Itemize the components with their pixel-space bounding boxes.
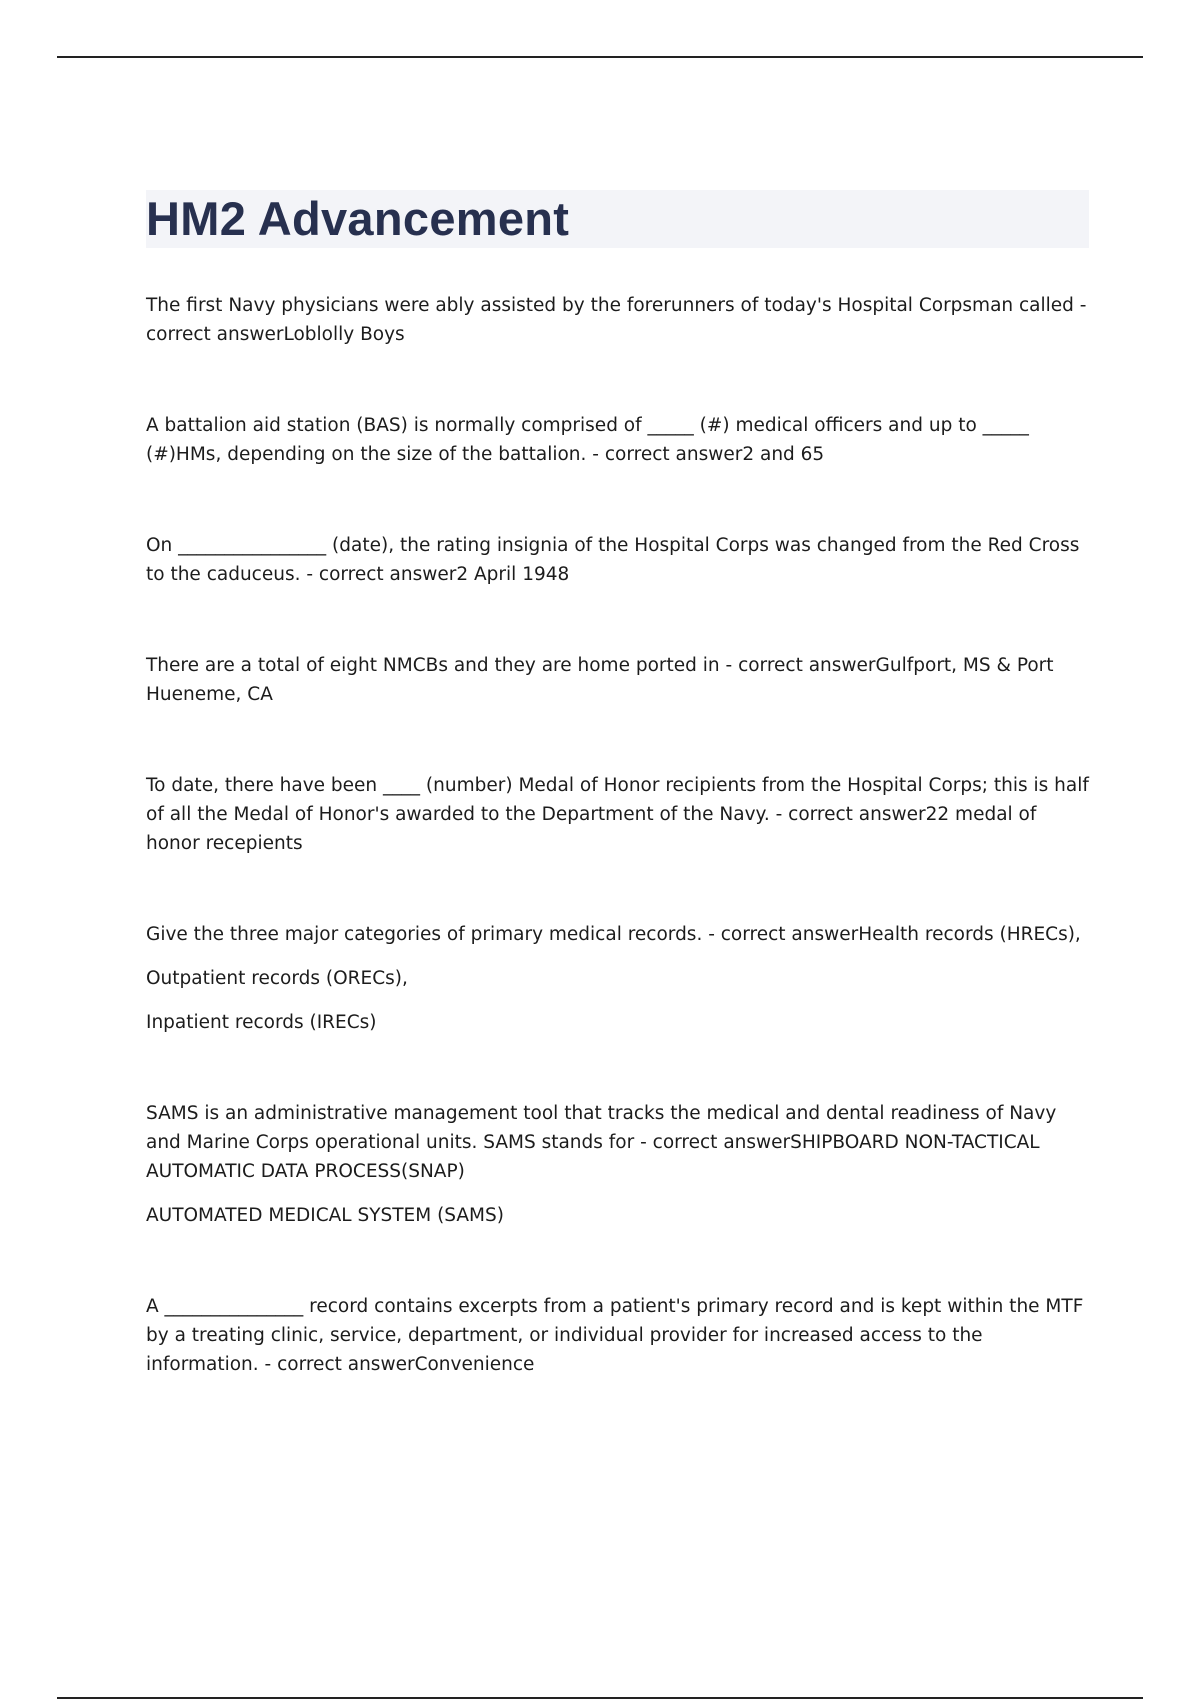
- qa-item: [146, 291, 1091, 349]
- qa-paragraph: Inpatient records (IRECs): [146, 1012, 377, 1033]
- qa-item: [146, 531, 1091, 589]
- qa-paragraph: A battalion aid station (BAS) is normally comprised of _____ (#) medical officers and up to _____ (#)HMs, depending on the size of the battalion. - correct answer2 and 65: [146, 415, 1029, 465]
- qa-paragraph: AUTOMATED MEDICAL SYSTEM (SAMS): [146, 1205, 504, 1226]
- qa-paragraph: On ________________ (date), the rating insignia of the Hospital Corps was changed from the Red Cross to the caduceus. - correct answer2 April 1948: [146, 535, 1080, 585]
- qa-paragraph: The first Navy physicians were ably assisted by the forerunners of today's Hospital Corpsman called - correct answerLoblolly Boys: [146, 295, 1087, 345]
- qa-paragraph: Outpatient records (ORECs),: [146, 968, 408, 989]
- qa-item: [146, 651, 1091, 709]
- qa-paragraph: SAMS is an administrative management tool that tracks the medical and dental readiness of Navy and Marine Corps operational units. SAMS stands for - correct answerSHIPBOARD NON-TACTICAL AUTOMATIC DATA PROCESS(SNAP): [146, 1103, 1057, 1182]
- top-page-rule: [57, 56, 1143, 58]
- qa-item: [146, 771, 1091, 858]
- qa-paragraph: Give the three major categories of primary medical records. - correct answerHealth records (HRECs),: [146, 924, 1081, 945]
- question-answer-list: [146, 291, 1091, 1441]
- qa-item: [146, 920, 1091, 1037]
- qa-item: [146, 1292, 1091, 1379]
- qa-paragraph: A _______________ record contains excerpts from a patient's primary record and is kept within the MTF by a treating clinic, service, department, or individual provider for increased access to the information. - correct answerConvenience: [146, 1296, 1084, 1375]
- bottom-page-rule: [57, 1697, 1143, 1699]
- document-title: HM2 Advancement: [146, 192, 570, 245]
- qa-item: [146, 1099, 1091, 1230]
- qa-paragraph: There are a total of eight NMCBs and they are home ported in - correct answerGulfport, MS & Port Hueneme, CA: [146, 655, 1054, 705]
- qa-paragraph: To date, there have been ____ (number) Medal of Honor recipients from the Hospital Corps; this is half of all the Medal of Honor's awarded to the Department of the Navy. - correct answer22 medal of honor recepients: [146, 775, 1089, 854]
- qa-item: [146, 411, 1091, 469]
